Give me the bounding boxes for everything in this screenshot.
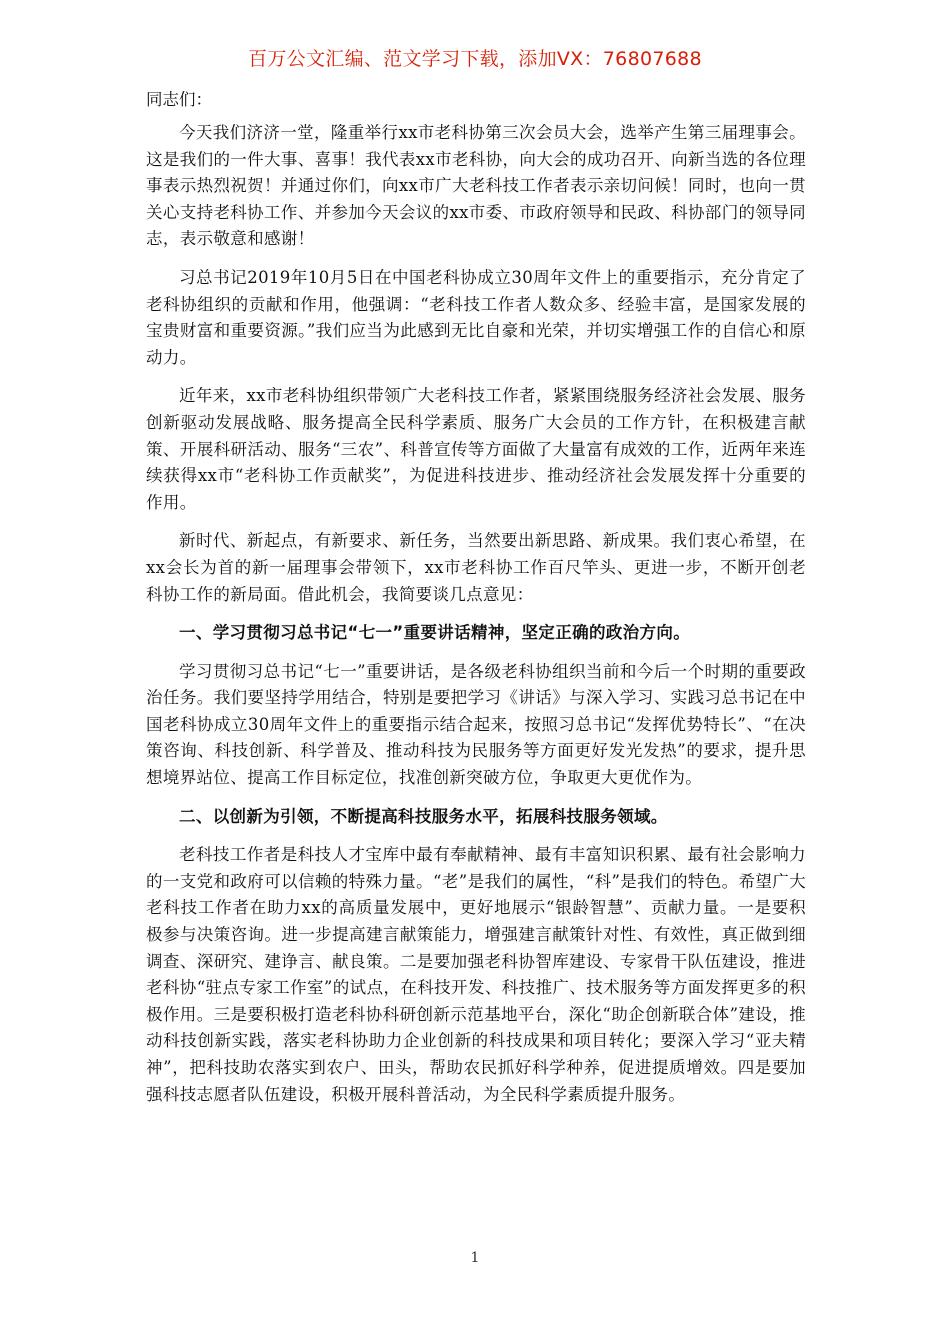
salutation: 同志们： [146,90,212,109]
paragraph-opening: 今天我们济济一堂，隆重举行xx市老科协第三次会员大会，选举产生第三届理事会。这是我们的一件大事、喜事！我代表xx市老科协，向大会的成功召开、向新当选的各位理事表示热烈祝贺！并通过你们，向xx市广大老科技工作者表示亲切问候！同时，也向一贯关心支持老科协工作、并参加今天会议的xx市委、市政府领导和民政、科协部门的领导同志，表示敬意和感谢！ [146,123,806,249]
section-heading-1: 一、学习贯彻习总书记“七一”重要讲话精神，坚定正确的政治方向。 [179,623,691,643]
page-number: 1 [470,1250,480,1266]
paragraph-section-2: 老科技工作者是科技人才宝库中最有奉献精神、最有丰富知识积累、最有社会影响力的一支党和政府可以信赖的特殊力量。“老”是我们的属性，“科”是我们的特色。希望广大老科技工作者在助力xx的高质量发展中，更好地展示“银龄智慧”、贡献力量。一是要积极参与决策咨询。进一步提高建言献策能力，增强建言献策针对性、有效性，真正做到细调查、深研究、建诤言、献良策。二是要加强老科协智库建设、专家骨干队伍建设，推进老科协“驻点专家工作室”的试点，在科技开发、科技推广、技术服务等方面发挥更多的积极作用。三是要积极打造老科协科研创新示范基地平台，深化“助企创新联合体”建设，推动科技创新实践，落实老科协助力企业创新的科技成果和项目转化；要深入学习“亚夫精神”，把科技助农落实到农户、田头，帮助农民抓好科学种养，促进提质增效。四是要加强科技志愿者队伍建设，积极开展科普活动，为全民科学素质提升服务。 [146,845,806,1104]
paragraph-instruction-quote: 习总书记2019年10月5日在中国老科协成立30周年文件上的重要指示，充分肯定了老科协组织的贡献和作用，他强调：“老科技工作者人数众多、经验丰富，是国家发展的宝贵财富和重要资源。”我们应当为此感到无比自豪和光荣，并切实增强工作的自信心和原动力。 [146,267,806,367]
download-banner: 百万公文汇编、范文学习下载，添加VX：76807688 [248,48,702,70]
document-body [146,86,806,1120]
section-heading-2: 二、以创新为引领，不断提高科技服务水平，拓展科技服务领域。 [179,806,668,826]
paragraph-new-era: 新时代、新起点，有新要求、新任务，当然要出新思路、新成果。我们衷心希望，在xx会长为首的新一届理事会带领下，xx市老科协工作百尺竿头、更进一步，不断开创老科协工作的新局面。借此机会，我简要谈几点意见： [146,531,806,604]
paragraph-achievements: 近年来，xx市老科协组织带领广大老科技工作者，紧紧围绕服务经济社会发展、服务创新驱动发展战略、服务提高全民科学素质、服务广大会员的工作方针，在积极建言献策、开展科研活动、服务“三农”、科普宣传等方面做了大量富有成效的工作，近两年来连续获得xx市“老科协工作贡献奖”，为促进科技进步、推动经济社会发展发挥十分重要的作用。 [146,386,806,512]
paragraph-section-1: 学习贯彻习总书记“七一”重要讲话，是各级老科协组织当前和今后一个时期的重要政治任务。我们要坚持学用结合，特别是要把学习《讲话》与深入学习、实践习总书记在中国老科协成立30周年文件上的重要指示结合起来，按照习总书记“发挥优势特长”、“在决策咨询、科技创新、科学普及、推动科技为民服务等方面更好发光发热”的要求，提升思想境界站位、提高工作目标定位，找准创新突破方位，争取更大更优作为。 [146,661,806,788]
